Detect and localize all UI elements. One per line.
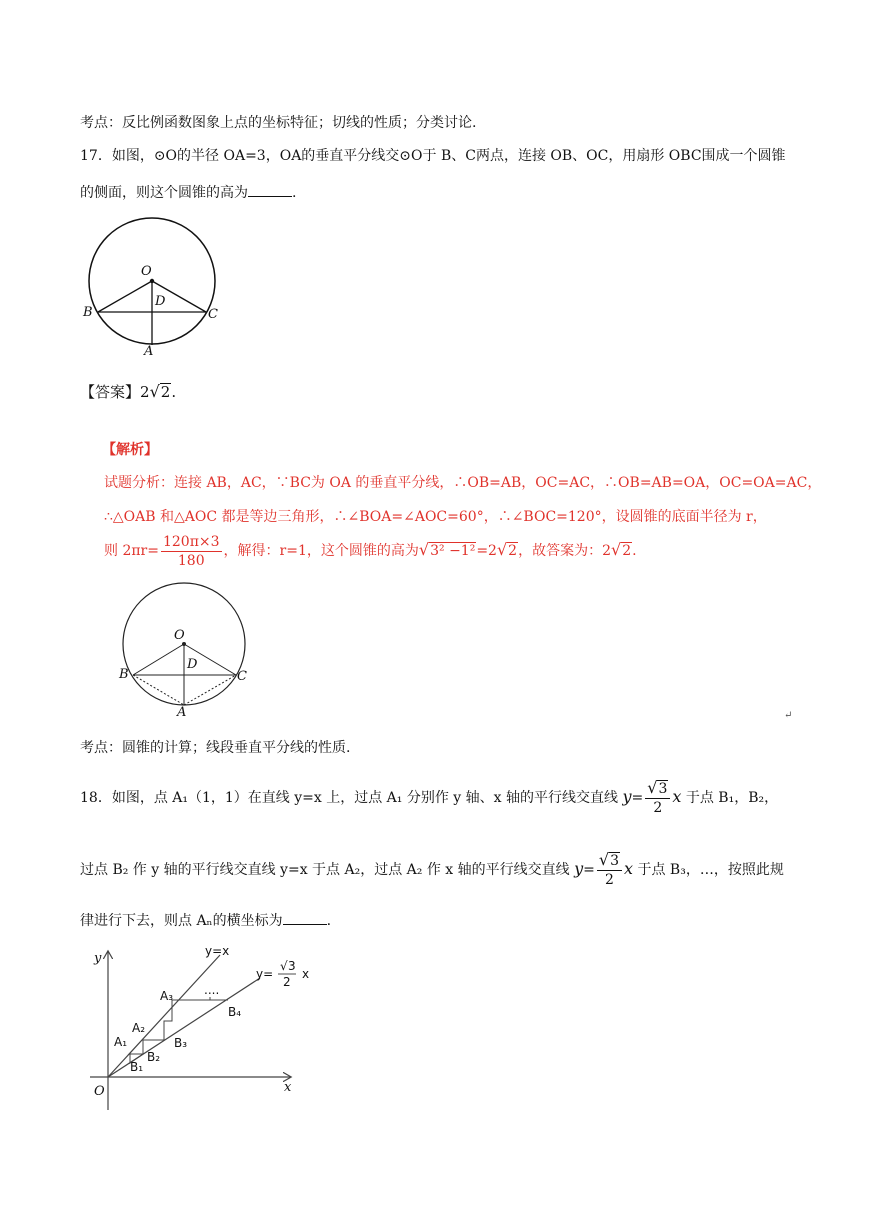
- analysis-line3-mid: ，解得：r=1，这个圆锥的高为: [223, 543, 419, 559]
- q18-line3: [80, 910, 331, 931]
- analysis-tail-radicand: 2: [622, 543, 632, 559]
- label-B3: B₃: [174, 1036, 188, 1050]
- analysis-line3-end: .: [632, 543, 637, 559]
- dots: ....: [204, 983, 220, 997]
- answer-blank: [248, 182, 292, 197]
- eq-y: y: [574, 859, 584, 878]
- label-A2: A₂: [132, 1021, 146, 1035]
- sqrt-sign: √: [149, 382, 160, 401]
- label-line2-x: x: [302, 967, 310, 981]
- q18-text2a: 过点 B₂ 作 y 轴的平行线交直线 y=x 于点 A₂，过点 A₂ 作 x 轴的平行线交直线: [80, 862, 570, 878]
- label-y-eq-prefix: y=: [256, 967, 274, 981]
- q18-text3a: 律进行下去，则点 Aₙ的横坐标为: [80, 913, 283, 929]
- q17-label-A: A: [144, 344, 154, 359]
- q18-text2b: 于点 B₃，…，按照此规: [637, 862, 784, 878]
- y-axis-label: y: [94, 951, 102, 966]
- label-line2-radicand: 3: [288, 959, 296, 973]
- fraction-numerator: 120π×3: [162, 533, 220, 550]
- q17-line2: [80, 182, 296, 203]
- eq-radicand: 3: [658, 781, 668, 797]
- eq-denominator: 2: [604, 872, 614, 888]
- q17-label-C: C: [208, 307, 218, 322]
- eq-equals: =: [631, 790, 644, 806]
- analysis-line-OB: [133, 644, 184, 675]
- analysis-label-D: D: [187, 657, 198, 672]
- analysis-label-O: O: [174, 628, 185, 643]
- answer-line: [80, 382, 176, 402]
- label-line2-sqrt: √: [280, 959, 288, 973]
- analysis-sqrt-expr: 3² −1²: [430, 543, 476, 559]
- analysis-line3: [104, 530, 637, 571]
- analysis-label: 【解析】: [102, 442, 158, 458]
- q18-figure: [80, 940, 340, 1115]
- q18-line1: [80, 776, 778, 819]
- eq-y: y: [622, 787, 632, 806]
- analysis-line2: ∴△OAB 和△AOC 都是等边三角形，∴∠BOA=∠AOC=60°，∴∠BOC=120°，设圆锥的底面半径为 r，: [104, 509, 767, 525]
- q17-label-O: O: [141, 264, 152, 279]
- analysis-dashed-AB: [133, 675, 184, 705]
- q17-line1: [80, 146, 786, 166]
- label-A3: A₃: [160, 989, 174, 1003]
- q17-point-O: [150, 279, 154, 283]
- q17-label-D: D: [155, 294, 166, 309]
- q18-text1a: 18．如图，点 A₁（1，1）在直线 y=x 上，过点 A₁ 分别作 y 轴、x 轴的平行线交直线: [80, 790, 619, 806]
- label-A1: A₁: [114, 1035, 128, 1049]
- analysis-line1: 试题分析：连接 AB，AC，∵BC为 OA 的垂直平分线，∴OB=AB，OC=AC，∴OB=AB=OA，OC=OA=AC，: [104, 475, 822, 491]
- q17-figure: [76, 205, 236, 365]
- label-B1: B₁: [130, 1060, 144, 1074]
- eq-fraction: $\frac{√3}{2}$: [645, 779, 670, 817]
- q17-number: 17．: [80, 148, 112, 164]
- sqrt-sign: √: [418, 540, 430, 559]
- analysis-figure: [112, 578, 272, 720]
- kaodian-top: 考点：反比例函数图象上点的坐标特征；切线的性质；分类讨论.: [80, 115, 477, 131]
- eq-x: x: [672, 787, 682, 806]
- line-y-eq-x: [108, 955, 220, 1077]
- analysis-dashed-AC: [184, 675, 236, 705]
- fraction-denominator: 180: [177, 552, 205, 569]
- label-line2-den: 2: [283, 975, 291, 989]
- label-B2: B₂: [147, 1050, 161, 1064]
- eq-radicand: 3: [610, 853, 619, 869]
- eq-x: x: [624, 859, 634, 878]
- analysis-label-A: A: [177, 705, 187, 720]
- answer-label: 【答案】: [80, 383, 141, 401]
- x-axis-label: x: [284, 1080, 292, 1095]
- analysis-label-C: C: [237, 669, 247, 684]
- eq-fraction: $\frac{√3}{2}$: [597, 851, 622, 889]
- analysis-eq-part: =2: [476, 543, 497, 559]
- eq-equals: =: [583, 862, 595, 878]
- analysis-eq-radicand: 2: [508, 543, 518, 559]
- answer-blank: [283, 910, 327, 925]
- q17-label-B: B: [83, 305, 93, 320]
- q17-text2: 的侧面，则这个圆锥的高为: [80, 185, 248, 201]
- origin-label: O: [94, 1084, 105, 1099]
- answer-end: .: [171, 383, 177, 401]
- sqrt-sign: √: [496, 540, 508, 559]
- answer-radicand: 2: [160, 383, 171, 401]
- answer-coef: 2: [140, 383, 150, 401]
- analysis-line3-tail: ，故答案为：2: [518, 543, 612, 559]
- q17-end: .: [292, 185, 297, 201]
- q18-line2: [80, 848, 784, 891]
- return-mark: ↵: [784, 710, 793, 721]
- q17-text1: 如图，⊙O的半径 OA=3，OA的垂直平分线交⊙O于 B、C两点，连接 OB、OC，用扇形 OBC围成一个圆锥: [111, 148, 786, 164]
- q18-text1b: 于点 B₁，B₂，: [685, 790, 779, 806]
- eq-denominator: 2: [653, 800, 663, 816]
- q17-line-OB: [98, 281, 152, 312]
- analysis-line3-prefix: 则 2πr=: [104, 543, 159, 559]
- q18-text3b: .: [326, 913, 332, 929]
- kaodian-mid: 考点：圆锥的计算；线段垂直平分线的性质.: [80, 740, 351, 756]
- label-y-eq-x: y=x: [205, 944, 230, 958]
- label-B4: B₄: [228, 1005, 242, 1019]
- sqrt-sign: √: [611, 540, 622, 559]
- analysis-fraction: [161, 533, 222, 570]
- analysis-label-B: B: [119, 667, 129, 682]
